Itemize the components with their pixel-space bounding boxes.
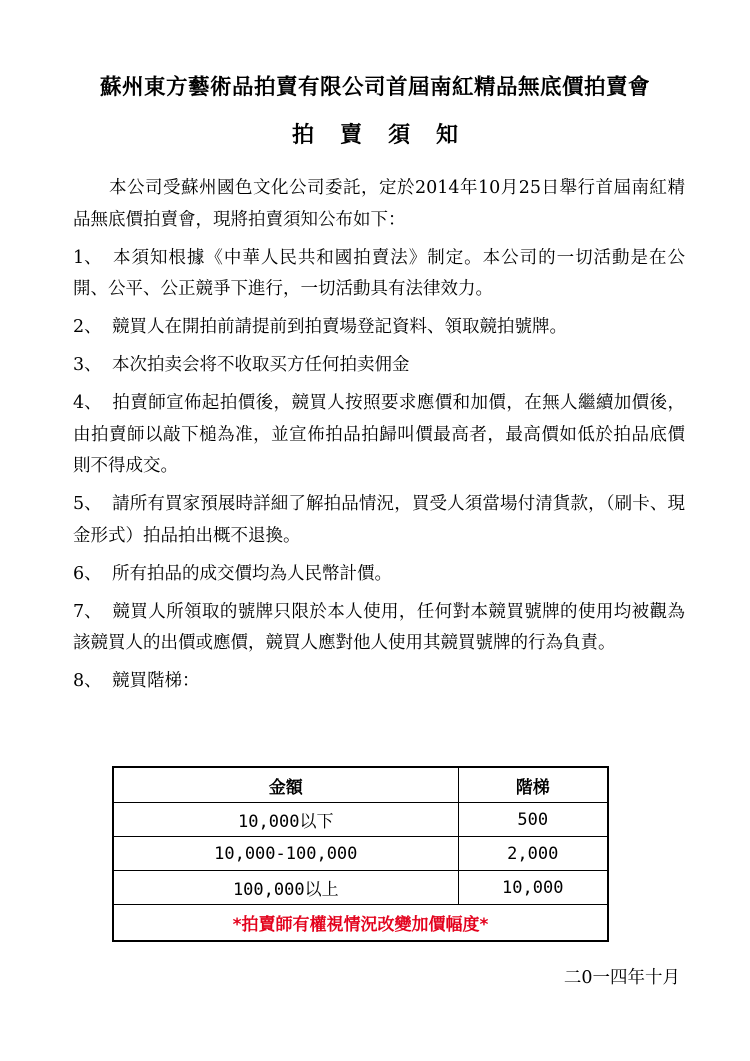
item-number: 1、 (73, 247, 102, 268)
list-item (73, 243, 685, 306)
list-item (73, 388, 685, 483)
item-number: 2、 (73, 317, 102, 337)
bid-increment-table (112, 766, 609, 942)
document-body (73, 173, 685, 704)
item-number: 7、 (73, 601, 102, 622)
list-item (73, 597, 685, 660)
document-date: 二0一四年十月 (563, 968, 680, 988)
list-item (73, 489, 685, 552)
item-number: 4、 (73, 393, 102, 413)
header-increment: 階梯 (458, 767, 608, 803)
item-text: 競買人所領取的號牌只限於本人使用，任何對本競買號牌的使用均被觀為該競買人的出價或應價，競買人應對他人使用其競買號牌的行為負責。 (73, 601, 685, 653)
intro-paragraph: 本公司受蘇州國色文化公司委託，定於2014年10月25日舉行首屆南紅精品無底價拍賣會，現將拍賣須知公布如下： (73, 178, 685, 230)
table-note: *拍賣師有權視情況改變加價幅度* (113, 905, 608, 942)
item-number: 3、 (73, 355, 102, 375)
cell-increment: 2,000 (458, 837, 608, 871)
item-number: 6、 (73, 563, 102, 584)
item-text: 本次拍卖会将不收取买方任何拍卖佣金 (112, 355, 410, 375)
list-item (73, 666, 685, 698)
list-item (73, 559, 685, 591)
document-title: 蘇州東方藝術品拍賣有限公司首屆南紅精品無底價拍賣會 (99, 75, 650, 100)
item-text: 所有拍品的成交價均為人民幣計價。 (112, 563, 392, 584)
cell-increment: 500 (458, 803, 608, 837)
table-note-row (113, 905, 608, 942)
list-item (73, 312, 685, 344)
item-text: 拍賣師宣佈起拍價後，競買人按照要求應價和加價，在無人繼續加價後，由拍賣師以敲下槌為准，並宣佈拍品拍歸叫價最高者，最高價如低於拍品底價則不得成交。 (73, 393, 685, 476)
table-row (113, 803, 608, 837)
table-row (113, 837, 608, 871)
item-text: 競買人在開拍前請提前到拍賣場登記資料、領取競拍號牌。 (112, 317, 567, 337)
table-header-row (113, 767, 608, 803)
cell-amount: 10,000-100,000 (113, 837, 458, 871)
item-text: 請所有買家預展時詳細了解拍品情況，買受人須當場付清貨款，（刷卡、現金形式）拍品拍出概不退換。 (73, 494, 685, 546)
item-text: 本須知根據《中華人民共和國拍賣法》制定。本公司的一切活動是在公開、公平、公正競爭下進行，一切活動具有法律效力。 (73, 247, 685, 299)
item-number: 5、 (73, 494, 102, 514)
item-number: 8、 (73, 671, 102, 691)
table-row (113, 871, 608, 905)
item-text: 競買階梯： (112, 671, 200, 691)
document-subtitle: 拍賣須知 (291, 123, 484, 148)
list-item (73, 350, 685, 382)
cell-amount: 100,000以上 (113, 871, 458, 905)
cell-amount: 10,000以下 (113, 803, 458, 837)
header-amount: 金額 (113, 767, 458, 803)
cell-increment: 10,000 (458, 871, 608, 905)
